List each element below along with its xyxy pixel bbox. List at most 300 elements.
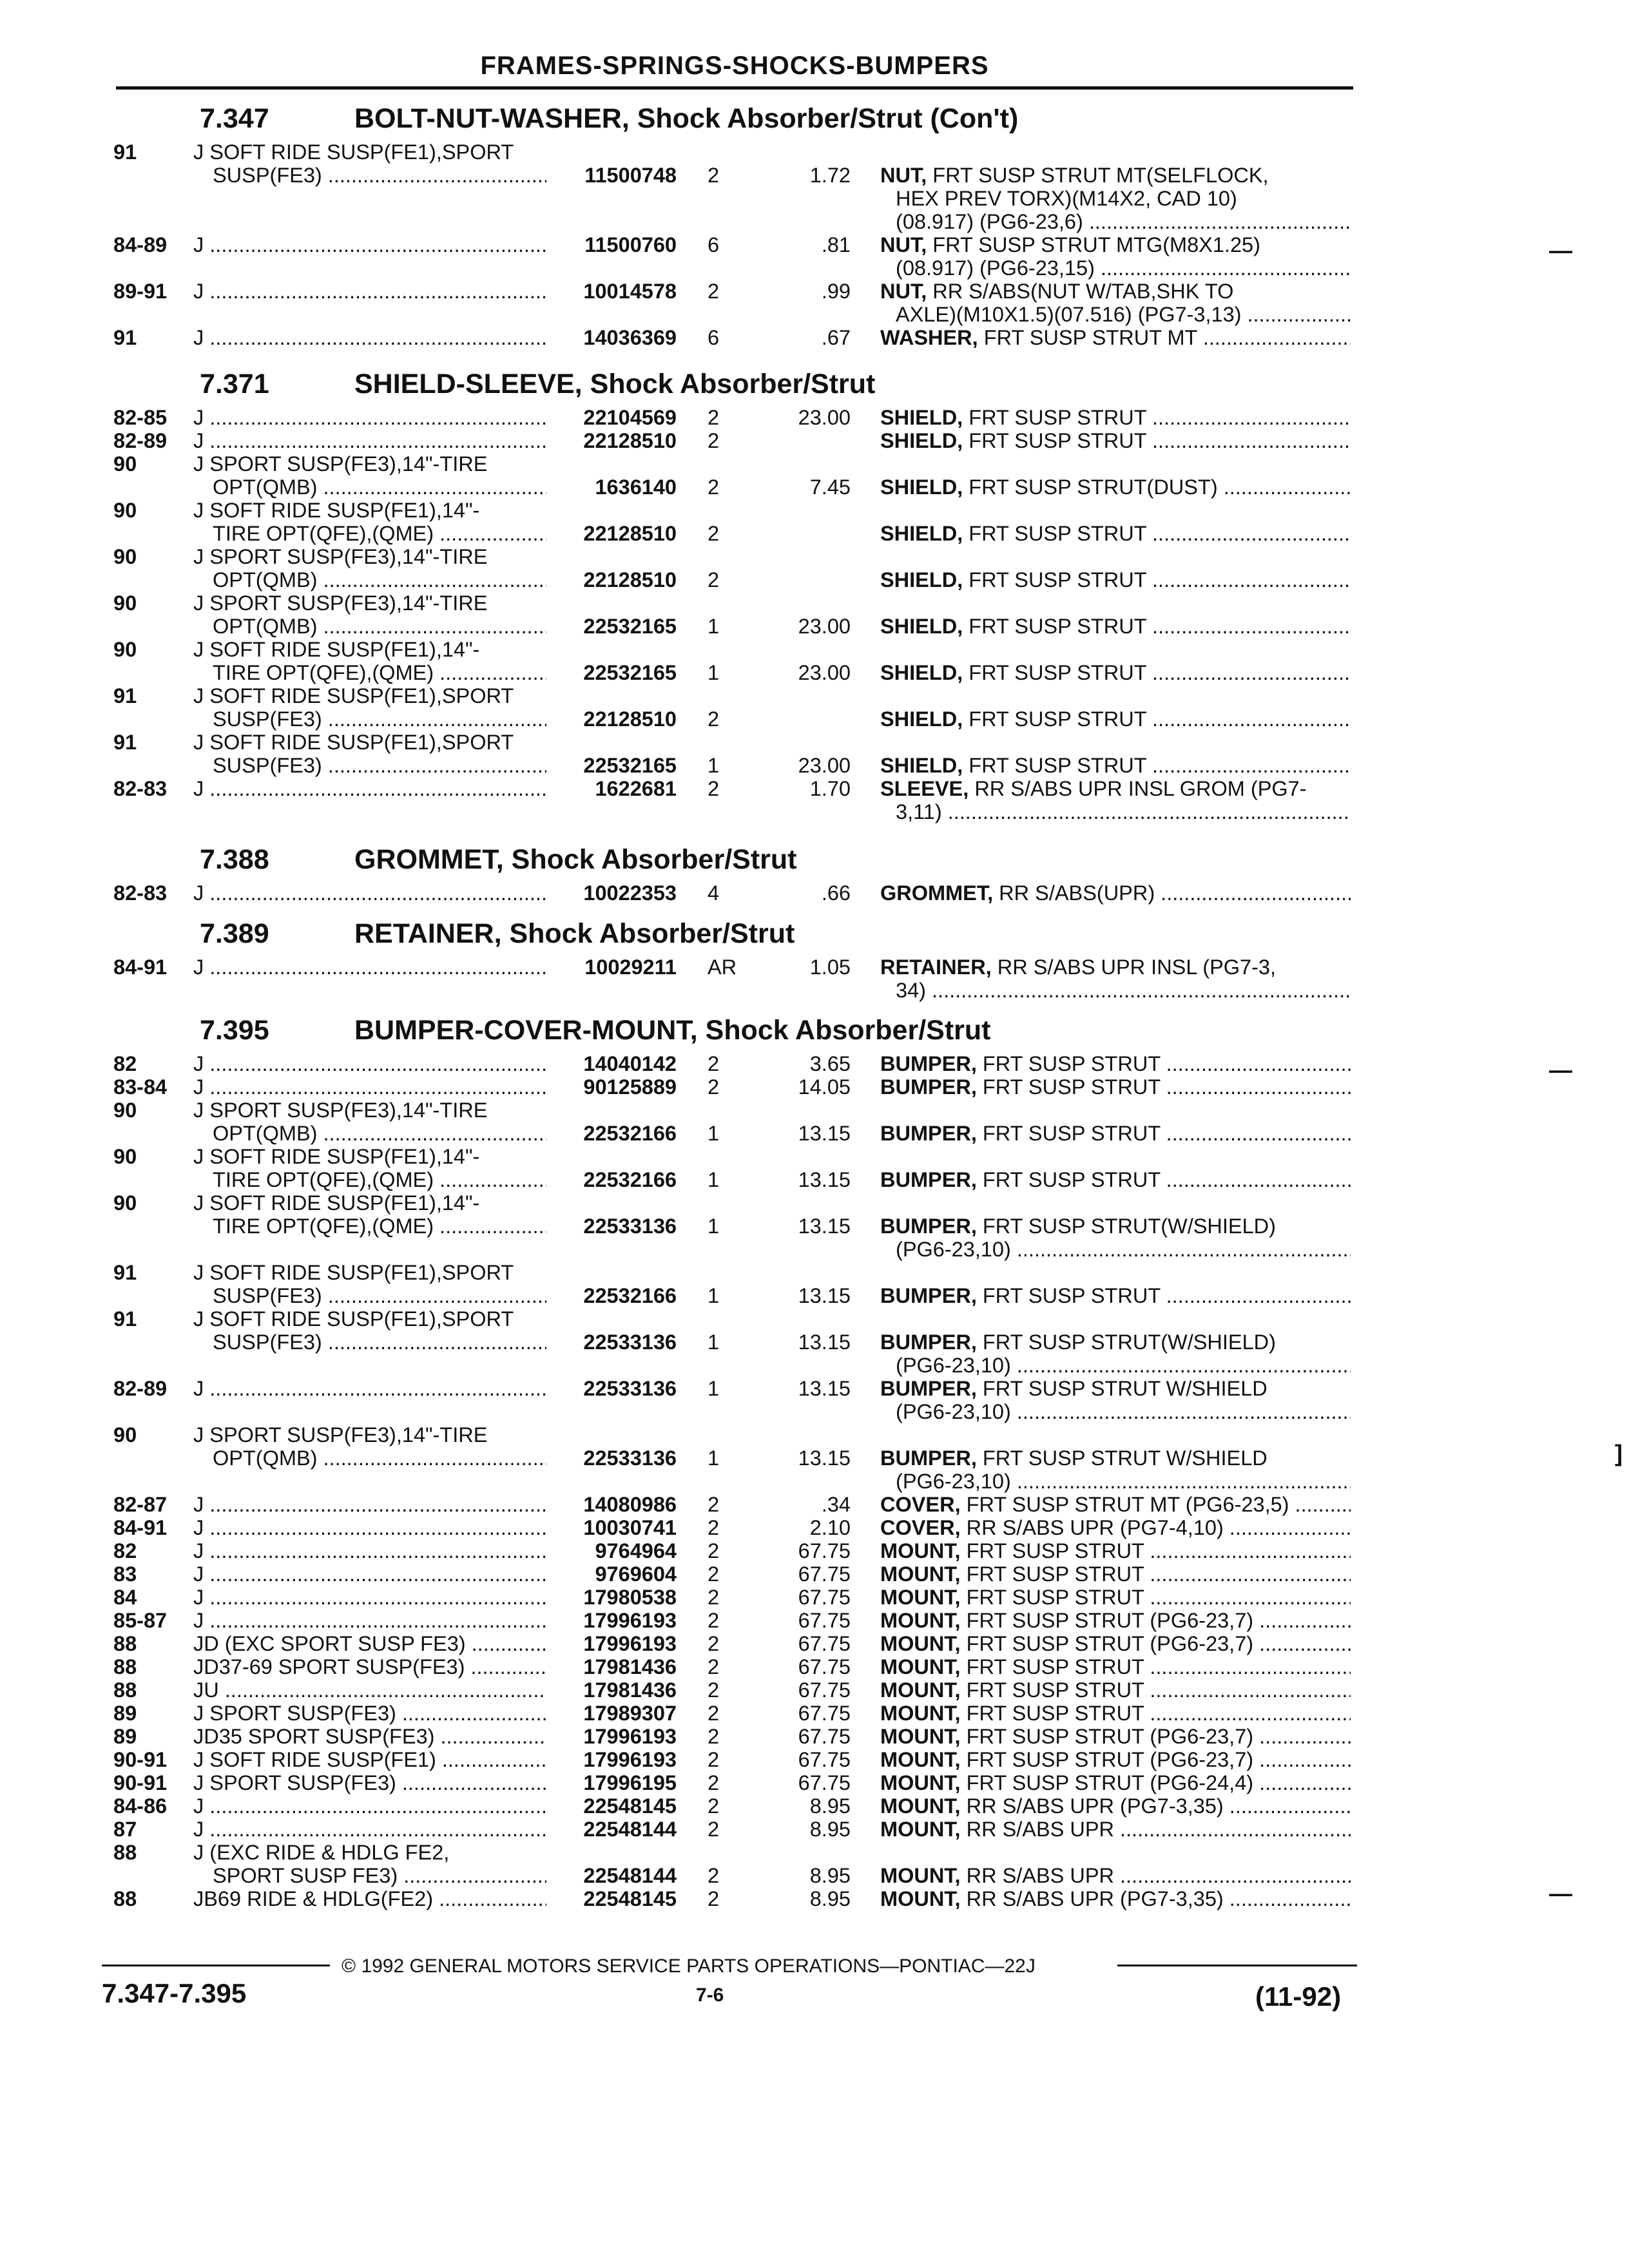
application-text [193, 1075, 546, 1099]
application-text [213, 1331, 546, 1354]
model-year: 82-89 [113, 429, 168, 452]
leader-dots [1224, 1794, 1351, 1818]
part-description [880, 1052, 1351, 1075]
part-description [880, 881, 1351, 905]
leader-dots [204, 326, 546, 349]
table-row [0, 1377, 1629, 1423]
model-year: 90 [113, 452, 137, 476]
part-number: 22533136 [583, 1331, 677, 1354]
application-line: J SOFT RIDE SUSP(FE1),SPORT [193, 1261, 514, 1284]
quantity: 2 [708, 1864, 720, 1887]
application-text [213, 1284, 546, 1307]
part-name: BUMPER, [880, 1377, 977, 1400]
section-title: RETAINER, Shock Absorber/Strut [354, 918, 795, 949]
table-row [0, 499, 1629, 545]
description-line: FRT SUSP STRUT MT(SELFLOCK, [932, 164, 1269, 187]
quantity: 2 [708, 1725, 720, 1748]
part-number: 22548145 [583, 1794, 677, 1818]
quantity: 1 [708, 1168, 720, 1191]
leader-dots [1146, 429, 1351, 452]
copyright-line: © 1992 GENERAL MOTORS SERVICE PARTS OPERATIONS—PONTIAC—22J [342, 1956, 1036, 1977]
table-row [0, 1887, 1629, 1910]
application-line: J [193, 777, 204, 800]
table-row [0, 1261, 1629, 1307]
section-title: SHIELD-SLEEVE, Shock Absorber/Strut [354, 369, 876, 399]
model-year: 90 [113, 1145, 137, 1168]
quantity: 2 [708, 1887, 720, 1910]
application-line: J SOFT RIDE SUSP(FE1),SPORT [193, 1307, 514, 1331]
application-line: J SPORT SUSP(FE3),14"-TIRE [193, 591, 488, 615]
description-line: FRT SUSP STRUT(DUST) [969, 476, 1218, 499]
model-year: 91 [113, 1261, 137, 1284]
part-number: 10022353 [583, 881, 677, 905]
application-line: J (EXC RIDE & HDLG FE2, [193, 1841, 450, 1864]
application-text [193, 1516, 546, 1539]
quantity: 1 [708, 1122, 720, 1145]
leader-dots [434, 1215, 546, 1238]
application-text [193, 1655, 546, 1678]
table-row [0, 1748, 1629, 1771]
part-number: 22532166 [583, 1284, 677, 1307]
unit-price: 67.75 [798, 1632, 851, 1655]
model-year: 88 [113, 1655, 137, 1678]
quantity: 1 [708, 1377, 720, 1400]
description-line: FRT SUSP STRUT [969, 522, 1146, 545]
unit-price: .34 [821, 1493, 851, 1516]
quantity: 2 [708, 164, 720, 187]
application-text [193, 591, 546, 615]
model-year: 88 [113, 1887, 137, 1910]
application-line: J [193, 233, 204, 256]
margin-mark: — [1549, 1880, 1572, 1907]
part-number: 17996193 [583, 1748, 677, 1771]
table-row [0, 956, 1629, 1002]
leader-dots [1155, 881, 1351, 905]
part-number: 11500748 [584, 164, 677, 187]
leader-dots [1144, 1702, 1351, 1725]
quantity: 1 [708, 1331, 720, 1354]
model-year: 90 [113, 591, 137, 615]
table-row [0, 1725, 1629, 1748]
part-number: 90125889 [583, 1075, 677, 1099]
leader-dots [204, 1493, 546, 1516]
application-line: J [193, 1794, 204, 1818]
part-description [880, 1864, 1351, 1887]
description-line: FRT SUSP STRUT [969, 707, 1146, 731]
leader-dots [204, 1075, 546, 1099]
table-row [0, 1609, 1629, 1632]
part-name: BUMPER, [880, 1215, 977, 1238]
part-number: 10029211 [584, 956, 677, 979]
part-number: 17981436 [583, 1655, 677, 1678]
application-text [213, 707, 546, 731]
quantity: 2 [708, 1794, 720, 1818]
table-row [0, 1841, 1629, 1887]
application-line: JU [193, 1678, 219, 1702]
description-line: FRT SUSP STRUT(W/SHIELD) [982, 1215, 1276, 1238]
table-row [0, 1075, 1629, 1099]
unit-price: 67.75 [798, 1748, 851, 1771]
quantity: 2 [708, 1771, 720, 1794]
quantity: 2 [708, 1748, 720, 1771]
leader-dots [433, 1887, 546, 1910]
table-row [0, 1771, 1629, 1794]
quantity: 2 [708, 1539, 720, 1562]
part-number: 22532166 [583, 1122, 677, 1145]
model-year: 91 [113, 1307, 137, 1331]
part-description [896, 303, 1351, 326]
application-text [213, 568, 546, 591]
model-year: 90 [113, 499, 137, 522]
leader-dots [317, 1446, 546, 1470]
application-text [193, 1493, 546, 1516]
unit-price: 13.15 [798, 1168, 851, 1191]
application-text [193, 1307, 546, 1331]
application-line: JD35 SPORT SUSP(FE3) [193, 1725, 435, 1748]
quantity: 1 [708, 1215, 720, 1238]
part-description [896, 1354, 1351, 1377]
description-line: FRT SUSP STRUT (PG6-23,7) [966, 1632, 1254, 1655]
unit-price: 1.70 [809, 777, 851, 800]
quantity: 4 [708, 881, 720, 905]
table-row [0, 1516, 1629, 1539]
part-description [880, 661, 1351, 684]
leader-dots [317, 568, 546, 591]
description-line: FRT SUSP STRUT [966, 1678, 1144, 1702]
leader-dots [1253, 1771, 1351, 1794]
part-name: WASHER, [880, 326, 978, 349]
description-line: FRT SUSP STRUT [982, 1122, 1161, 1145]
model-year: 84-91 [113, 1516, 168, 1539]
application-line: J [193, 881, 204, 905]
part-description [880, 1539, 1351, 1562]
table-row [0, 1145, 1629, 1191]
part-description [880, 406, 1351, 429]
application-line: J [193, 1052, 204, 1075]
part-name: NUT, [880, 280, 927, 303]
application-text [193, 1261, 546, 1284]
quantity: 2 [708, 1655, 720, 1678]
model-year: 90 [113, 1191, 137, 1215]
table-row [0, 233, 1629, 280]
model-year: 83 [113, 1562, 137, 1586]
leader-dots [204, 1516, 546, 1539]
application-line: J SPORT SUSP(FE3) [193, 1702, 396, 1725]
part-description [880, 1725, 1351, 1748]
model-year: 84-86 [113, 1794, 168, 1818]
model-year: 83-84 [113, 1075, 168, 1099]
application-line: SPORT SUSP FE3) [213, 1864, 398, 1887]
unit-price: 14.05 [798, 1075, 851, 1099]
leader-dots [1289, 1493, 1351, 1516]
part-name: SHIELD, [880, 754, 963, 777]
leader-dots [322, 1284, 546, 1307]
leader-dots [204, 280, 546, 303]
leader-dots [1242, 303, 1351, 326]
application-text [213, 661, 546, 684]
application-line: J [193, 1539, 204, 1562]
description-line: FRT SUSP STRUT (PG6-23,7) [966, 1748, 1254, 1771]
leader-dots [466, 1632, 546, 1655]
part-description [880, 1516, 1351, 1539]
leader-dots [1146, 568, 1351, 591]
margin-mark: ] [1615, 1440, 1623, 1466]
table-row [0, 731, 1629, 777]
leader-dots [219, 1678, 546, 1702]
description-line: FRT SUSP STRUT MT [983, 326, 1197, 349]
footer-rule-right [1117, 1965, 1357, 1966]
application-text [193, 956, 546, 979]
description-line: FRT SUSP STRUT [966, 1539, 1144, 1562]
part-description [880, 1446, 1351, 1470]
leader-dots [322, 754, 546, 777]
model-year: 90 [113, 545, 137, 568]
part-name: SHIELD, [880, 615, 963, 638]
part-description [880, 1655, 1351, 1678]
application-text [193, 1609, 546, 1632]
leader-dots [1146, 615, 1351, 638]
unit-price: 13.15 [798, 1284, 851, 1307]
part-name: MOUNT, [880, 1586, 961, 1609]
section-number: 7.388 [200, 844, 269, 875]
unit-price: .66 [821, 881, 851, 905]
unit-price: 23.00 [798, 615, 851, 638]
model-year: 82-89 [113, 1377, 168, 1400]
leader-dots [1161, 1168, 1351, 1191]
description-line: RR S/ABS UPR (PG7-3,35) [966, 1794, 1224, 1818]
description-line: (PG6-23,10) [896, 1470, 1011, 1493]
unit-price: 8.95 [809, 1887, 851, 1910]
application-text [193, 406, 546, 429]
quantity: 2 [708, 1493, 720, 1516]
part-number: 22533136 [583, 1377, 677, 1400]
application-text [193, 280, 546, 303]
header-rule [116, 86, 1353, 90]
part-description [880, 777, 1351, 800]
part-description [880, 568, 1351, 591]
part-number: 17996193 [583, 1632, 677, 1655]
description-line: AXLE)(M10X1.5)(07.516) (PG7-3,13) [896, 303, 1242, 326]
table-row [0, 1586, 1629, 1609]
model-year: 89-91 [113, 280, 168, 303]
table-row [0, 1423, 1629, 1493]
application-text [213, 1446, 546, 1470]
application-line: J SOFT RIDE SUSP(FE1),SPORT [193, 731, 514, 754]
application-line: SUSP(FE3) [213, 754, 322, 777]
unit-price: 67.75 [798, 1725, 851, 1748]
model-year: 84 [113, 1586, 137, 1609]
description-line: FRT SUSP STRUT [966, 1702, 1144, 1725]
part-number: 17996193 [583, 1725, 677, 1748]
application-text [193, 881, 546, 905]
leader-dots [1197, 326, 1351, 349]
description-line: RR S/ABS(UPR) [999, 881, 1155, 905]
part-description [880, 956, 1351, 979]
description-line: FRT SUSP STRUT [969, 406, 1146, 429]
leader-dots [1095, 256, 1351, 280]
part-number: 10030741 [583, 1516, 677, 1539]
application-line: SUSP(FE3) [213, 1284, 322, 1307]
section-title: GROMMET, Shock Absorber/Strut [354, 844, 797, 875]
page-number: 7-6 [696, 1984, 724, 2006]
part-name: MOUNT, [880, 1864, 961, 1887]
application-line: TIRE OPT(QFE),(QME) [213, 522, 434, 545]
part-description [880, 164, 1351, 187]
leader-dots [1114, 1818, 1351, 1841]
part-name: RETAINER, [880, 956, 992, 979]
application-line: TIRE OPT(QFE),(QME) [213, 661, 434, 684]
table-row [0, 1818, 1629, 1841]
application-text [193, 1841, 546, 1864]
unit-price: 67.75 [798, 1539, 851, 1562]
part-name: BUMPER, [880, 1052, 977, 1075]
model-year: 91 [113, 140, 137, 164]
part-description [880, 707, 1351, 731]
part-name: MOUNT, [880, 1539, 961, 1562]
page-title: FRAMES-SPRINGS-SHOCKS-BUMPERS [480, 52, 989, 80]
table-row [0, 1539, 1629, 1562]
application-line: SUSP(FE3) [213, 164, 322, 187]
model-year: 90-91 [113, 1748, 168, 1771]
description-line: FRT SUSP STRUT [982, 1075, 1161, 1099]
leader-dots [204, 1586, 546, 1609]
table-row [0, 326, 1629, 349]
unit-price: 2.10 [809, 1516, 851, 1539]
quantity: 1 [708, 1446, 720, 1470]
part-number: 22532165 [583, 754, 677, 777]
description-line: FRT SUSP STRUT [969, 429, 1146, 452]
application-text [193, 1632, 546, 1655]
part-number: 22532165 [583, 661, 677, 684]
application-text [193, 452, 546, 476]
leader-dots [317, 1122, 546, 1145]
application-text [193, 1377, 546, 1400]
part-name: BUMPER, [880, 1168, 977, 1191]
quantity: 1 [708, 754, 720, 777]
part-name: MOUNT, [880, 1818, 961, 1841]
application-line: J SOFT RIDE SUSP(FE1),SPORT [193, 140, 514, 164]
part-name: BUMPER, [880, 1284, 977, 1307]
model-year: 89 [113, 1702, 137, 1725]
application-line: J [193, 280, 204, 303]
description-line: RR S/ABS UPR INSL GROM (PG7- [974, 777, 1307, 800]
application-text [193, 1423, 546, 1446]
application-text [193, 233, 546, 256]
model-year: 84-89 [113, 233, 168, 256]
application-line: JB69 RIDE & HDLG(FE2) [193, 1887, 434, 1910]
part-description [880, 1284, 1351, 1307]
application-text [193, 1052, 546, 1075]
application-text [193, 1145, 546, 1168]
table-row [0, 140, 1629, 233]
description-line: FRT SUSP STRUT [966, 1655, 1144, 1678]
part-name: COVER, [880, 1516, 961, 1539]
model-year: 90 [113, 1099, 137, 1122]
application-text [193, 1586, 546, 1609]
model-year: 90-91 [113, 1771, 168, 1794]
table-row [0, 452, 1629, 499]
leader-dots [204, 1377, 546, 1400]
application-line: JD (EXC SPORT SUSP FE3) [193, 1632, 466, 1655]
leader-dots [204, 1609, 546, 1632]
application-line: OPT(QMB) [213, 1122, 318, 1145]
model-year: 88 [113, 1632, 137, 1655]
part-name: SHIELD, [880, 522, 963, 545]
leader-dots [204, 1052, 546, 1075]
application-line: J [193, 1818, 204, 1841]
part-name: NUT, [880, 164, 927, 187]
part-number: 9769604 [595, 1562, 677, 1586]
leader-dots [434, 1168, 546, 1191]
leader-dots [1011, 1470, 1351, 1493]
part-name: SHIELD, [880, 476, 963, 499]
unit-price: 23.00 [798, 661, 851, 684]
application-text [193, 638, 546, 661]
application-line: OPT(QMB) [213, 476, 318, 499]
application-text [193, 1702, 546, 1725]
model-year: 90 [113, 638, 137, 661]
leader-dots [434, 522, 546, 545]
part-name: MOUNT, [880, 1655, 961, 1678]
unit-price: 67.75 [798, 1609, 851, 1632]
application-text [193, 1748, 546, 1771]
quantity: 2 [708, 1609, 720, 1632]
description-line: RR S/ABS UPR [966, 1818, 1114, 1841]
part-number: 22128510 [583, 522, 677, 545]
description-line: FRT SUSP STRUT (PG6-23,7) [966, 1609, 1254, 1632]
description-line: (PG6-23,10) [896, 1400, 1011, 1423]
table-row [0, 1493, 1629, 1516]
application-text [213, 164, 546, 187]
description-line: RR S/ABS UPR [966, 1864, 1114, 1887]
table-row [0, 1191, 1629, 1261]
leader-dots [322, 1331, 546, 1354]
table-row [0, 1562, 1629, 1586]
description-line: RR S/ABS UPR (PG7-3,35) [966, 1887, 1224, 1910]
part-name: MOUNT, [880, 1725, 961, 1748]
part-description [880, 615, 1351, 638]
application-line: J SOFT RIDE SUSP(FE1),14"- [193, 638, 480, 661]
description-line: FRT SUSP STRUT (PG6-24,4) [966, 1771, 1254, 1794]
leader-dots [396, 1771, 546, 1794]
description-line: FRT SUSP STRUT [969, 661, 1146, 684]
application-line: OPT(QMB) [213, 1446, 318, 1470]
quantity: 2 [708, 522, 720, 545]
description-line: FRT SUSP STRUT [982, 1284, 1161, 1307]
quantity: 2 [708, 1632, 720, 1655]
description-line: FRT SUSP STRUT [982, 1052, 1161, 1075]
application-text [213, 476, 546, 499]
section-number: 7.389 [200, 918, 269, 949]
unit-price: 8.95 [809, 1794, 851, 1818]
part-description [880, 522, 1351, 545]
description-line: FRT SUSP STRUT [982, 1168, 1161, 1191]
description-line: HEX PREV TORX)(M14X2, CAD 10) [896, 187, 1237, 210]
application-line: OPT(QMB) [213, 568, 318, 591]
leader-dots [204, 406, 546, 429]
section-title: BOLT-NUT-WASHER, Shock Absorber/Strut (Con't) [354, 103, 1019, 134]
part-description [896, 210, 1351, 233]
application-line: J SPORT SUSP(FE3),14"-TIRE [193, 1099, 488, 1122]
part-number: 1622681 [595, 777, 677, 800]
leader-dots [1146, 754, 1351, 777]
leader-dots [1144, 1655, 1351, 1678]
part-description [880, 754, 1351, 777]
table-row [0, 280, 1629, 326]
application-text [193, 731, 546, 754]
table-row [0, 638, 1629, 684]
part-description [880, 1377, 1351, 1400]
